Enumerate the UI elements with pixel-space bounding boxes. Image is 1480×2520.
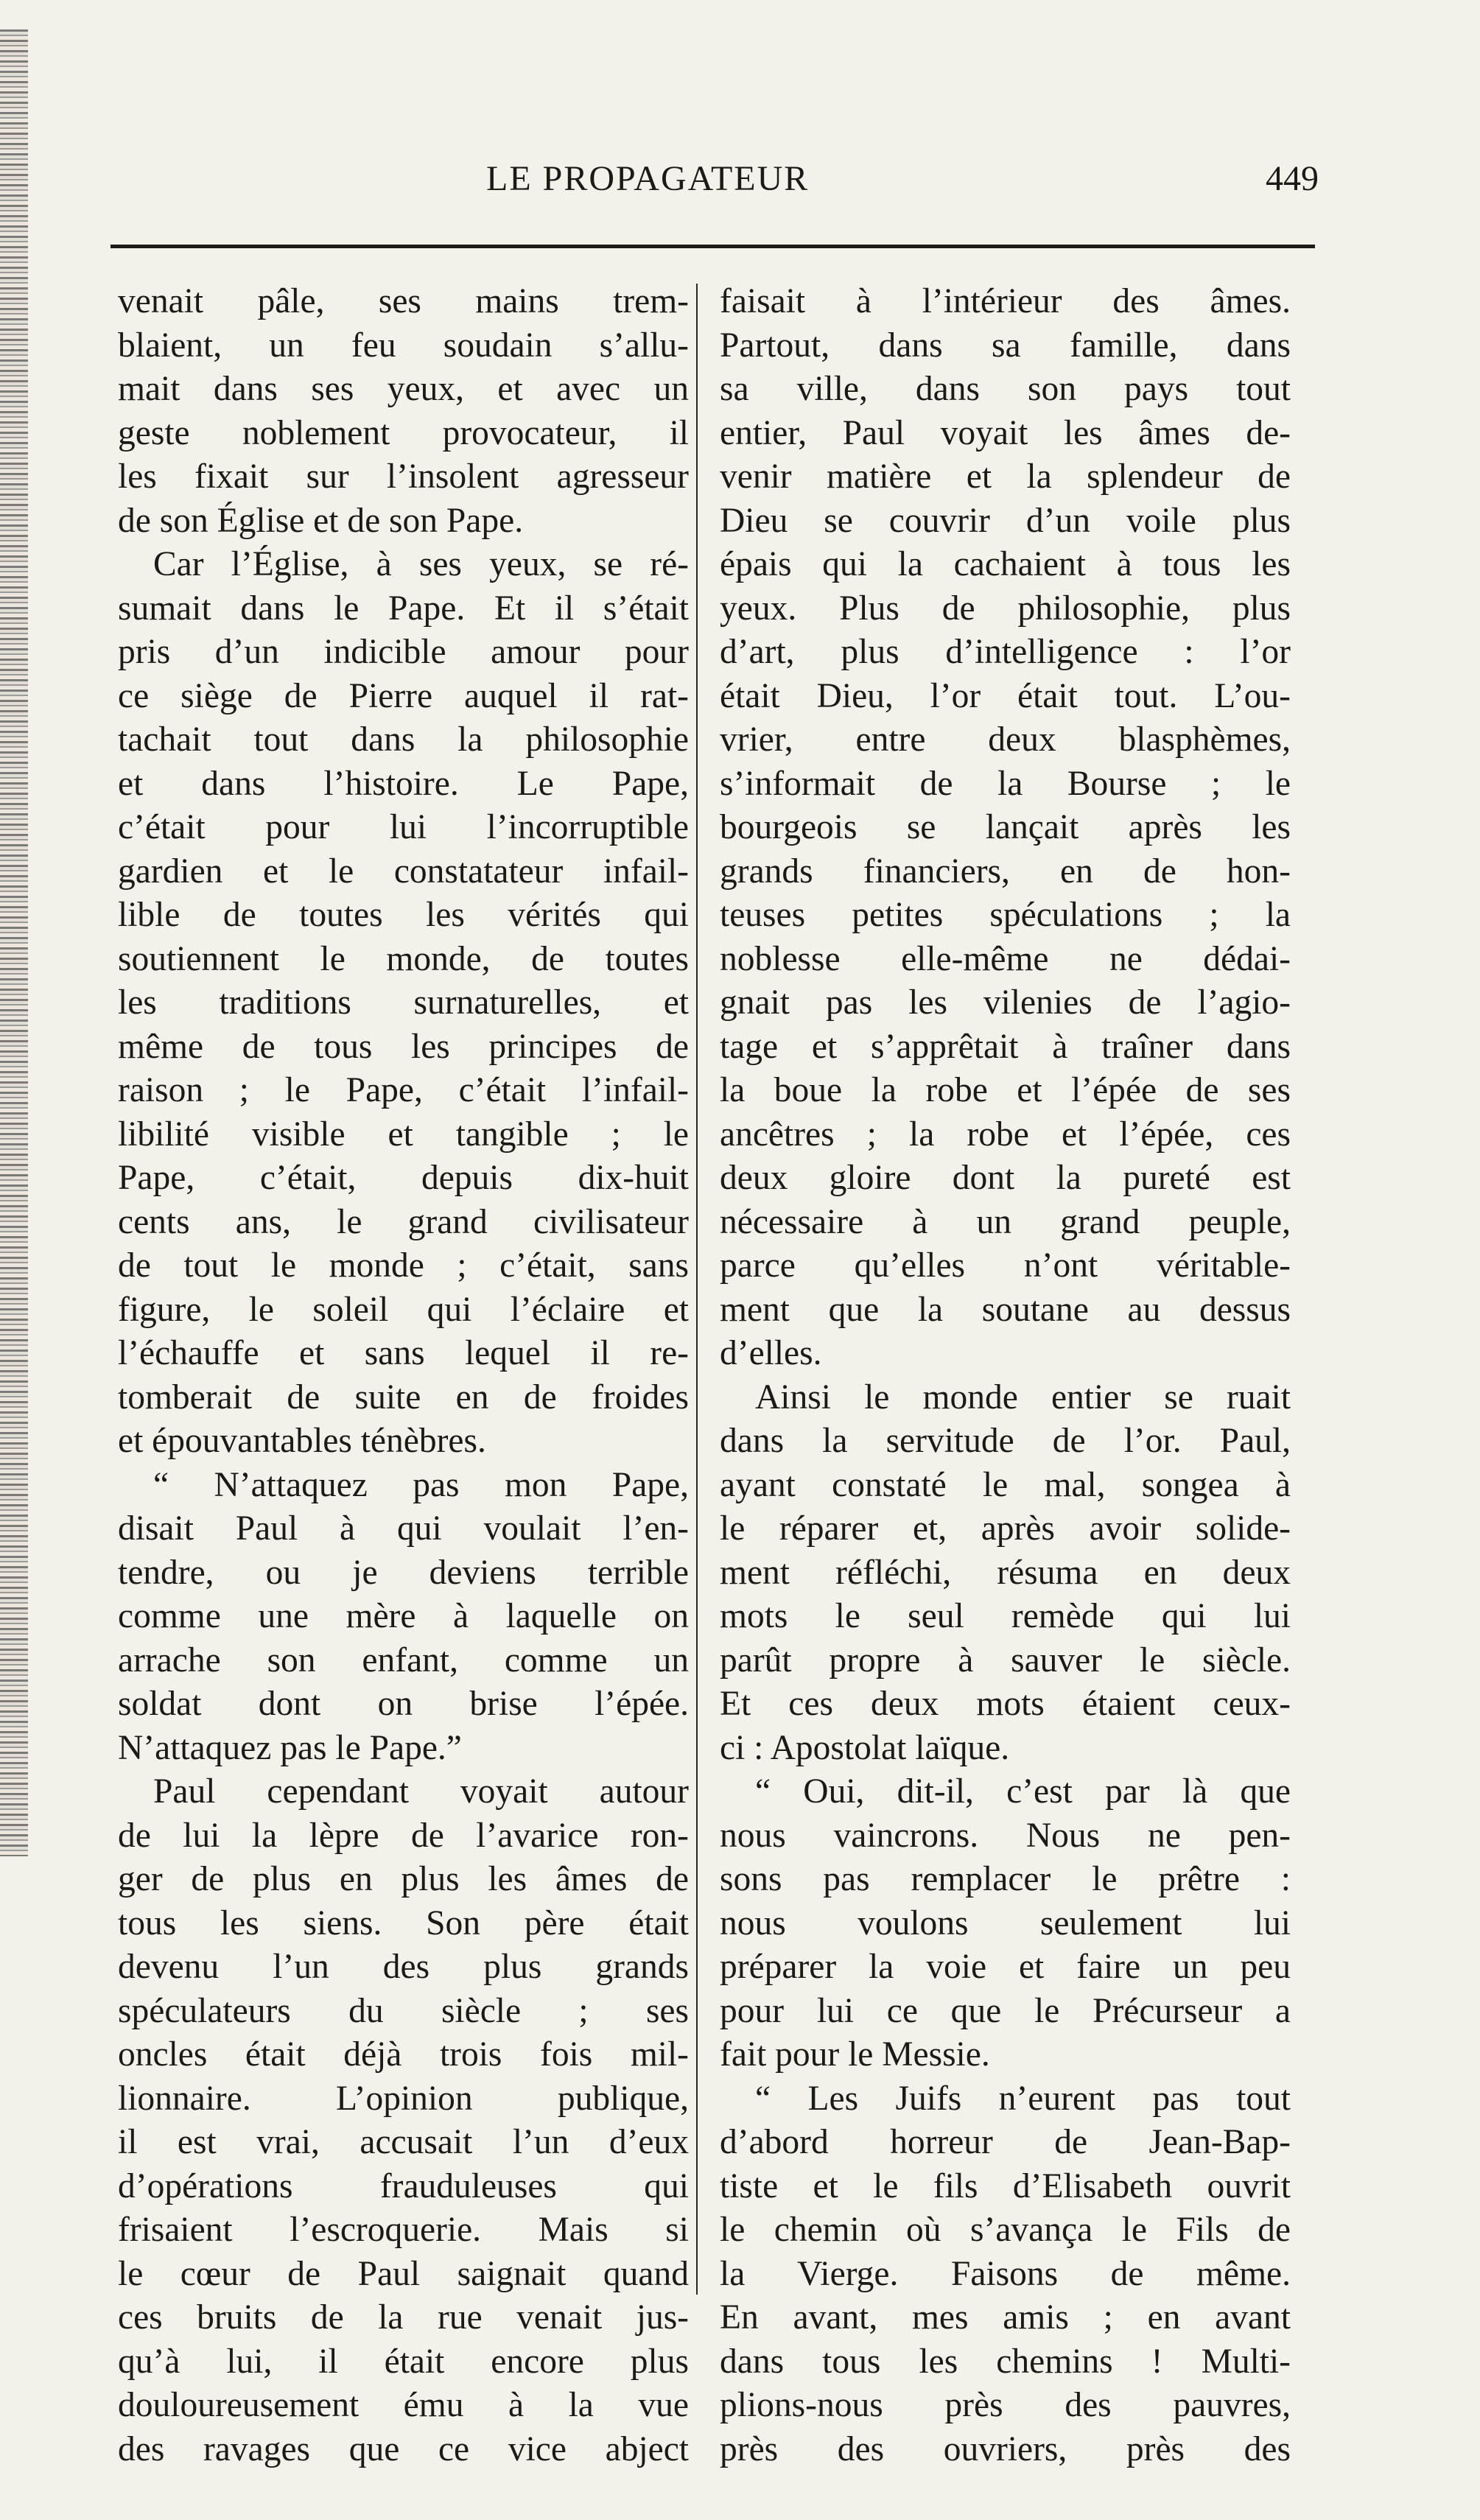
text-line: sons pas remplacer le prêtre :	[720, 1860, 1291, 1898]
text-line: venait pâle, ses mains trem-	[118, 282, 689, 320]
text-line: d’abord horreur de Jean-Bap-	[720, 2123, 1291, 2161]
text-line: Pape, c’était, depuis dix-huit	[118, 1159, 689, 1197]
text-line: des ravages que ce vice abject	[118, 2429, 689, 2468]
text-line: mots le seul remède qui lui	[720, 1597, 1291, 1635]
text-line: qu’à lui, il était encore plus	[118, 2342, 689, 2381]
text-line: ger de plus en plus les âmes de	[118, 1860, 689, 1898]
text-line: les fixait sur l’insolent agresseur	[118, 457, 689, 496]
text-line: N’attaquez pas le Pape.”	[118, 1728, 462, 1767]
text-line: d’art, plus d’intelligence : l’or	[720, 633, 1291, 671]
page-number: 449	[1266, 159, 1319, 198]
left-column	[118, 280, 689, 2471]
text-line: geste noblement provocateur, il	[118, 413, 689, 452]
text-line: teuses petites spéculations ; la	[720, 896, 1291, 934]
text-line: tage et s’apprêtait à traîner dans	[720, 1027, 1291, 1066]
text-line: gnait pas les vilenies de l’agio-	[720, 983, 1291, 1022]
text-line: venir matière et la splendeur de	[720, 457, 1291, 496]
text-line: Ainsi le monde entier se ruait	[755, 1377, 1291, 1417]
text-line: oncles était déjà trois fois mil-	[118, 2035, 689, 2074]
text-line: nécessaire à un grand peuple,	[720, 1202, 1291, 1241]
text-line: ment réfléchi, résuma en deux	[720, 1553, 1291, 1592]
text-line: ment que la soutane au dessus	[720, 1290, 1291, 1329]
text-line: s’informait de la Bourse ; le	[720, 764, 1291, 803]
text-line: lible de toutes les vérités qui	[118, 896, 689, 934]
text-line: pris d’un indicible amour pour	[118, 633, 689, 671]
text-line: tous les siens. Son père était	[118, 1903, 689, 1942]
text-line: sumait dans le Pape. Et il s’était	[118, 589, 689, 628]
text-line: la boue la robe et l’épée de ses	[720, 1071, 1291, 1109]
text-line: Dieu se couvrir d’un voile plus	[720, 501, 1291, 540]
column-divider	[696, 284, 698, 2295]
text-line: tachait tout dans la philosophie	[118, 720, 689, 759]
text-line: spéculateurs du siècle ; ses	[118, 1991, 689, 2030]
text-line: ayant constaté le mal, songea à	[720, 1465, 1291, 1504]
text-line: même de tous les principes de	[118, 1027, 689, 1066]
binding-edge	[0, 29, 28, 1856]
text-line: douloureusement ému à la vue	[118, 2386, 689, 2424]
text-line: bourgeois se lançait après les	[720, 808, 1291, 846]
text-line: En avant, mes amis ; en avant	[720, 2298, 1291, 2337]
text-line: le cœur de Paul saignait quand	[118, 2254, 689, 2293]
text-line: ancêtres ; la robe et l’épée, ces	[720, 1115, 1291, 1154]
text-line: fait pour le Messie.	[720, 2035, 990, 2074]
text-line: figure, le soleil qui l’éclaire et	[118, 1290, 689, 1329]
text-line: faisait à l’intérieur des âmes.	[720, 282, 1291, 320]
text-line: grands financiers, en de hon-	[720, 852, 1291, 891]
text-line: le chemin où s’avança le Fils de	[720, 2211, 1291, 2249]
text-line: blaient, un feu soudain s’allu-	[118, 326, 689, 365]
text-line: c’était pour lui l’incorruptible	[118, 808, 689, 846]
text-line: il est vrai, accusait l’un d’eux	[118, 2123, 689, 2161]
text-line: Paul cependant voyait autour	[153, 1772, 689, 1811]
text-line: d’opérations frauduleuses qui	[118, 2166, 689, 2205]
text-line: le réparer et, après avoir solide-	[720, 1509, 1291, 1548]
text-line: deux gloire dont la pureté est	[720, 1159, 1291, 1197]
text-line: entier, Paul voyait les âmes de-	[720, 413, 1291, 452]
text-line: mait dans ses yeux, et avec un	[118, 370, 689, 408]
text-line: sa ville, dans son pays tout	[720, 370, 1291, 408]
text-line: vrier, entre deux blasphèmes,	[720, 720, 1291, 759]
text-line: l’échauffe et sans lequel il re-	[118, 1334, 689, 1372]
text-line: de son Église et de son Pape.	[118, 501, 524, 540]
text-line: parût propre à sauver le siècle.	[720, 1640, 1291, 1680]
text-line: tomberait de suite en de froides	[118, 1377, 689, 1417]
running-head	[486, 158, 1319, 203]
text-line: disait Paul à qui voulait l’en-	[118, 1509, 689, 1548]
text-line: épais qui la cachaient à tous les	[720, 545, 1291, 583]
text-line: dans la servitude de l’or. Paul,	[720, 1422, 1291, 1460]
text-line: ci : Apostolat laïque.	[720, 1728, 1010, 1767]
text-line: d’elles.	[720, 1334, 822, 1372]
text-line: noblesse elle-même ne dédai-	[720, 939, 1291, 978]
text-line: ces bruits de la rue venait jus-	[118, 2298, 689, 2337]
text-line: Partout, dans sa famille, dans	[720, 326, 1291, 365]
text-line: “ N’attaquez pas mon Pape,	[153, 1465, 689, 1504]
text-line: tiste et le fils d’Elisabeth ouvrit	[720, 2166, 1291, 2205]
text-line: yeux. Plus de philosophie, plus	[720, 589, 1291, 628]
text-line: préparer la voie et faire un peu	[720, 1948, 1291, 1986]
text-line: “ Oui, dit-il, c’est par là que	[755, 1772, 1291, 1811]
header-rule	[111, 245, 1315, 248]
text-line: arrache son enfant, comme un	[118, 1640, 689, 1680]
text-line: ce siège de Pierre auquel il rat-	[118, 676, 689, 715]
text-line: tendre, ou je deviens terrible	[118, 1553, 689, 1592]
text-line: la Vierge. Faisons de même.	[720, 2254, 1291, 2293]
text-line: et épouvantables ténèbres.	[118, 1422, 486, 1460]
text-line: Car l’Église, à ses yeux, se ré-	[153, 545, 689, 583]
text-line: et dans l’histoire. Le Pape,	[118, 764, 689, 803]
text-line: plions-nous près des pauvres,	[720, 2386, 1291, 2424]
text-line: cents ans, le grand civilisateur	[118, 1202, 689, 1241]
running-title: LE PROPAGATEUR	[486, 159, 810, 198]
text-line: dans tous les chemins ! Multi-	[720, 2342, 1291, 2381]
text-line: soldat dont on brise l’épée.	[118, 1685, 689, 1723]
text-line: lionnaire. L’opinion publique,	[118, 2079, 689, 2118]
text-line: nous vaincrons. Nous ne pen-	[720, 1816, 1291, 1855]
text-line: nous voulons seulement lui	[720, 1903, 1291, 1942]
text-line: gardien et le constatateur infail-	[118, 852, 689, 891]
right-column	[720, 280, 1291, 2471]
text-line: était Dieu, l’or était tout. L’ou-	[720, 676, 1291, 715]
text-line: libilité visible et tangible ; le	[118, 1115, 689, 1154]
text-line: frisaient l’escroquerie. Mais si	[118, 2211, 689, 2249]
text-line: raison ; le Pape, c’était l’infail-	[118, 1071, 689, 1109]
text-line: soutiennent le monde, de toutes	[118, 939, 689, 978]
text-line: Et ces deux mots étaient ceux-	[720, 1685, 1291, 1723]
text-line: parce qu’elles n’ont véritable-	[720, 1246, 1291, 1285]
text-line: près des ouvriers, près des	[720, 2429, 1291, 2468]
text-line: devenu l’un des plus grands	[118, 1948, 689, 1986]
text-line: comme une mère à laquelle on	[118, 1597, 689, 1635]
text-line: pour lui ce que le Précurseur a	[720, 1991, 1291, 2030]
text-line: les traditions surnaturelles, et	[118, 983, 689, 1022]
text-line: de tout le monde ; c’était, sans	[118, 1246, 689, 1285]
text-line: “ Les Juifs n’eurent pas tout	[755, 2079, 1291, 2118]
text-line: de lui la lèpre de l’avarice ron-	[118, 1816, 689, 1855]
